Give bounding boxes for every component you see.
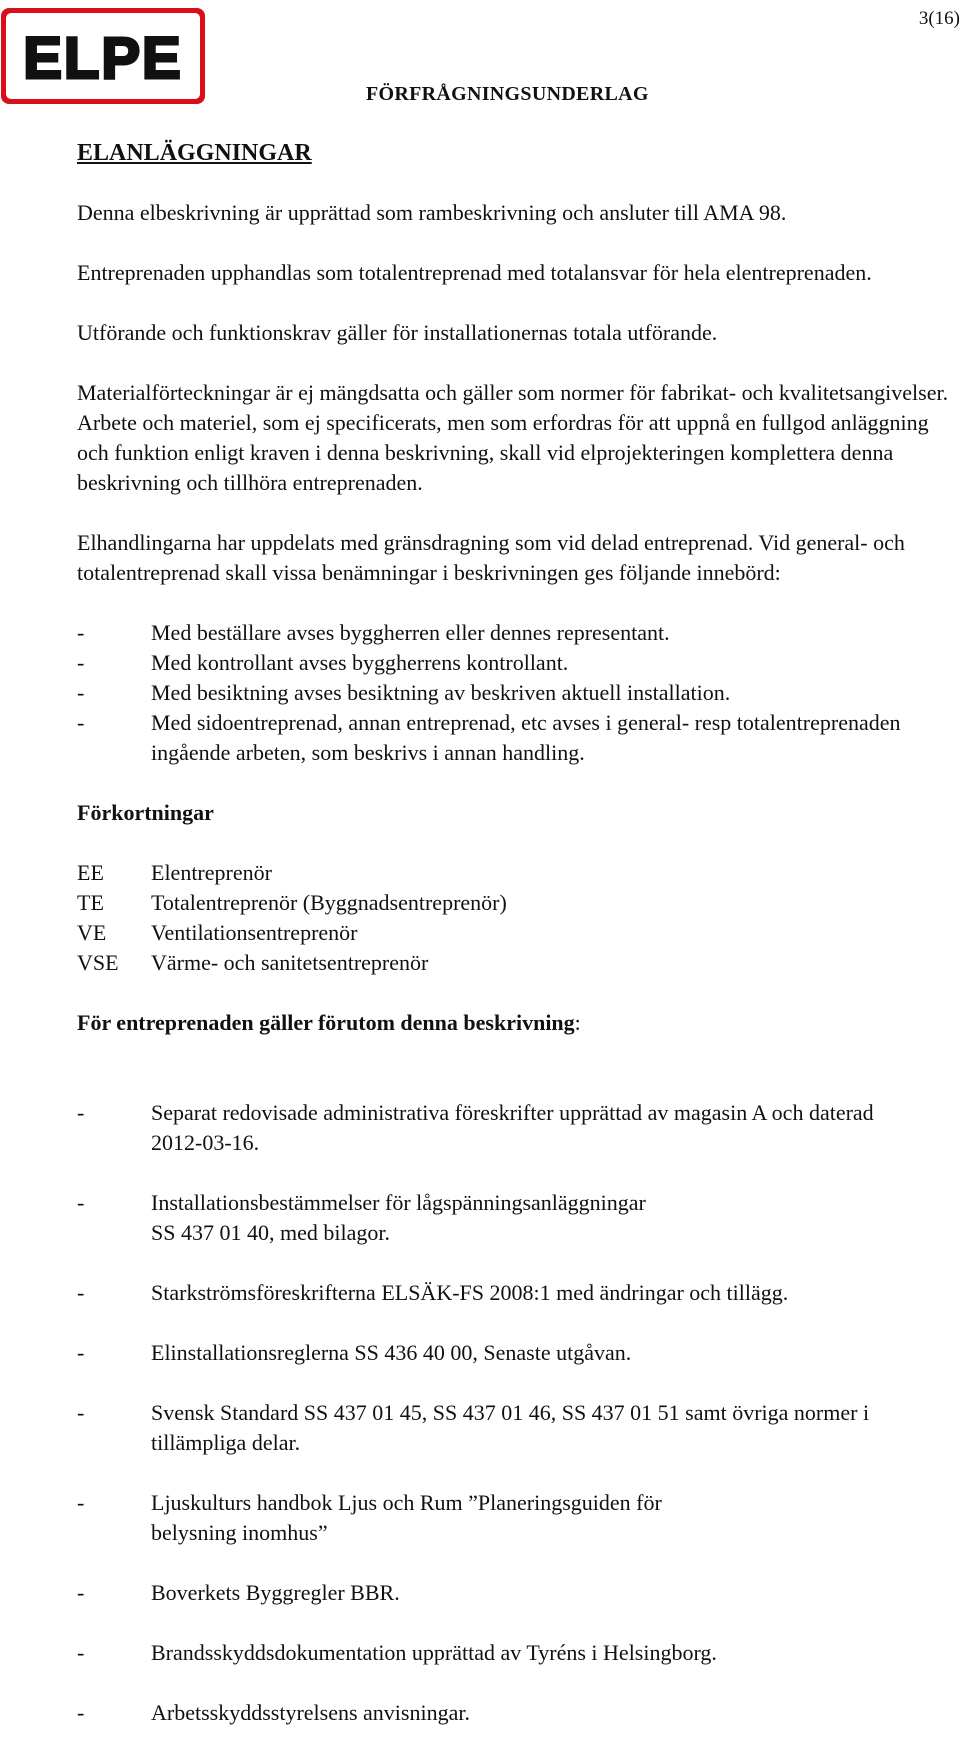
list-dash: - xyxy=(77,1340,85,1365)
list-dash: - xyxy=(77,1640,85,1665)
document-type: FÖRFRÅGNINGSUNDERLAG xyxy=(366,83,649,105)
list-dash: - xyxy=(77,710,85,735)
intro-paragraph: Denna elbeskrivning är upprättad som rambeskrivning och ansluter till AMA 98. xyxy=(77,200,787,225)
list-item-text: Med beställare avses byggherren eller dennes representant. xyxy=(151,620,670,645)
company-logo xyxy=(1,8,205,104)
abbreviation-code: VE xyxy=(77,920,107,945)
list-item xyxy=(77,1698,957,1728)
document-body xyxy=(77,138,957,1758)
logo-wordmark xyxy=(13,21,193,91)
abbreviation-text: Värme- och sanitetsentreprenör xyxy=(151,950,429,975)
logo-inner xyxy=(6,13,200,99)
abbreviation-code: EE xyxy=(77,860,104,885)
list-item xyxy=(77,1188,957,1248)
applies-heading xyxy=(77,1008,957,1038)
list-item xyxy=(77,1338,957,1368)
abbreviations-list xyxy=(77,858,957,978)
list-item-text: Med kontrollant avses byggherrens kontrollant. xyxy=(151,650,569,675)
list-item xyxy=(77,708,957,768)
definitions-list xyxy=(77,618,957,768)
applies-heading-colon: : xyxy=(574,1010,581,1035)
list-item-text: Med besiktning avses besiktning av beskriven aktuell installation. xyxy=(151,680,731,705)
intro-paragraph: Entreprenaden upphandlas som totalentreprenad med totalansvar för hela elentreprenaden. xyxy=(77,260,872,285)
list-dash: - xyxy=(77,620,85,645)
list-dash: - xyxy=(77,1400,85,1425)
list-item-text: Elinstallationsreglerna SS 436 40 00, Senaste utgåvan. xyxy=(151,1340,632,1365)
list-dash: - xyxy=(77,1490,85,1515)
list-item xyxy=(77,678,957,708)
list-dash: - xyxy=(77,680,85,705)
applies-list xyxy=(77,1068,957,1758)
list-dash: - xyxy=(77,650,85,675)
intro-paragraph: Arbete och materiel, som ej specificerats, men som erfordras för att uppnå en fullgod anläggning och funktion enligt kraven i denna beskrivning, skall vid elprojekteringen komplettera denna beskrivning och tillhöra entreprenaden. xyxy=(77,410,929,495)
abbreviation-code: VSE xyxy=(77,950,119,975)
abbreviations-heading: Förkortningar xyxy=(77,800,214,825)
list-item-text: Svensk Standard SS 437 01 45, SS 437 01 46, SS 437 01 51 samt övriga normer i tillämpliga delar. xyxy=(151,1400,870,1455)
page-number: 3(16) xyxy=(918,8,960,29)
list-item xyxy=(77,1398,957,1458)
intro-paragraph: Utförande och funktionskrav gäller för installationernas totala utförande. xyxy=(77,320,718,345)
intro-paragraph: Materialförteckningar är ej mängdsatta och gäller som normer för fabrikat- och kvalitetsangivelser. xyxy=(77,380,949,405)
list-item xyxy=(77,1098,957,1158)
list-item-text: Boverkets Byggregler BBR. xyxy=(151,1580,400,1605)
list-item-text: Starkströmsföreskrifterna ELSÄK-FS 2008:1 med ändringar och tillägg. xyxy=(151,1280,789,1305)
list-item xyxy=(77,1578,957,1608)
list-item-text: Separat redovisade administrativa föreskrifter upprättad av magasin A och daterad 2012-03-16. xyxy=(151,1100,874,1155)
list-item-text: Ljuskulturs handbok Ljus och Rum ”Planeringsguiden för belysning inomhus” xyxy=(151,1490,662,1545)
abbreviation-text: Totalentreprenör (Byggnadsentreprenör) xyxy=(151,890,507,915)
list-dash: - xyxy=(77,1190,85,1215)
list-item xyxy=(77,1638,957,1668)
list-item-text: Installationsbestämmelser för lågspänningsanläggningar SS 437 01 40, med bilagor. xyxy=(151,1190,646,1245)
abbreviation-row xyxy=(77,918,957,948)
list-item xyxy=(77,1278,957,1308)
list-item xyxy=(77,618,957,648)
list-dash: - xyxy=(77,1580,85,1605)
list-dash: - xyxy=(77,1100,85,1125)
list-item xyxy=(77,648,957,678)
abbreviation-row xyxy=(77,888,957,918)
abbreviation-code: TE xyxy=(77,890,104,915)
list-item-text: Arbetsskyddsstyrelsens anvisningar. xyxy=(151,1700,470,1725)
abbreviation-row xyxy=(77,948,957,978)
list-item-text: Brandsskyddsdokumentation upprättad av Tyréns i Helsingborg. xyxy=(151,1640,717,1665)
list-item-text: Med sidoentreprenad, annan entreprenad, etc avses i general- resp totalentreprenaden ingående arbeten, som beskrivs i annan handling. xyxy=(151,710,901,765)
logo-text: ELPE xyxy=(23,26,183,91)
applies-heading-text: För entreprenaden gäller förutom denna beskrivning xyxy=(77,1010,575,1035)
list-item xyxy=(77,1488,957,1548)
list-dash: - xyxy=(77,1280,85,1305)
abbreviation-text: Elentreprenör xyxy=(151,860,272,885)
page-title: ELANLÄGGNINGAR xyxy=(77,140,312,166)
intro-paragraph: Elhandlingarna har uppdelats med gränsdragning som vid delad entreprenad. Vid general- och totalentreprenad skall vissa benämningar i beskrivningen ges följande innebörd: xyxy=(77,530,905,585)
abbreviation-text: Ventilationsentreprenör xyxy=(151,920,358,945)
abbreviation-row xyxy=(77,858,957,888)
list-dash: - xyxy=(77,1700,85,1725)
